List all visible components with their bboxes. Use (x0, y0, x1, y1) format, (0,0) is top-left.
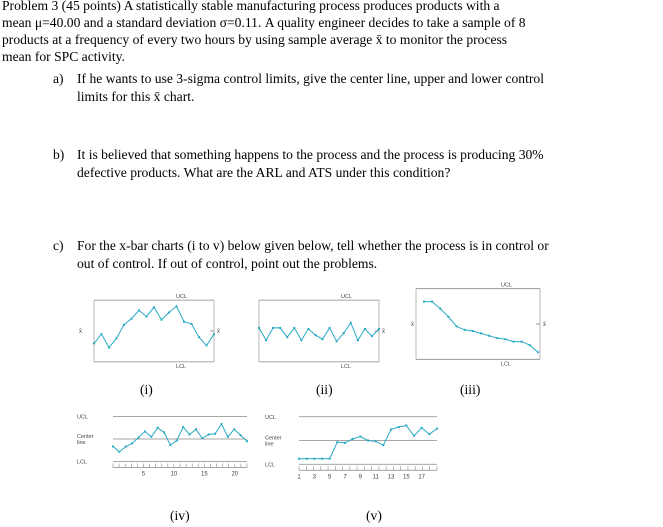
data-point (439, 308, 441, 310)
series-line (259, 323, 379, 342)
center-label-1: Center (265, 435, 282, 442)
data-point (364, 328, 366, 330)
data-point (118, 451, 120, 453)
x-tick-label: 10 (170, 471, 178, 478)
data-point (293, 327, 295, 329)
data-point (344, 442, 346, 444)
data-point (182, 426, 184, 428)
problem-line-1: Problem 3 (45 points) A statistically stable manufacturing process produces products with a (2, 0, 500, 13)
part-b-line-2: defective products. What are the ARL and ATS under this condition? (77, 165, 451, 180)
data-point (198, 336, 200, 338)
data-point (112, 446, 114, 448)
series-line (299, 426, 437, 459)
x-tick-label: 9 (358, 474, 363, 481)
data-point (496, 337, 498, 339)
data-point (108, 346, 110, 348)
x-tick-label: 7 (343, 474, 347, 481)
data-point (421, 427, 423, 429)
data-point (246, 440, 248, 442)
data-point (258, 327, 260, 329)
lcl-label: LCL (77, 459, 88, 466)
caption-ii: (ii) (316, 382, 333, 397)
data-point (359, 436, 361, 438)
data-point (93, 342, 95, 344)
data-point (488, 335, 490, 337)
data-point (161, 319, 163, 321)
data-point (131, 443, 133, 445)
x-tick-label: 20 (231, 471, 239, 478)
data-point (233, 428, 235, 430)
data-point (208, 434, 210, 436)
data-point (464, 329, 466, 331)
data-point (352, 438, 354, 440)
data-point (214, 433, 216, 435)
data-point (201, 437, 203, 439)
center-label-1: Center (77, 434, 94, 440)
caption-v: (v) (366, 508, 382, 523)
ucl-label: UCL (341, 294, 353, 301)
chart-i (78, 290, 238, 375)
data-point (537, 351, 539, 353)
part-b-line-1: It is believed that something happens to the process and the process is producing 30% (77, 147, 544, 162)
data-point (390, 428, 392, 430)
center-label: x̄ (217, 329, 220, 335)
data-point (314, 334, 316, 336)
x-tick-label: 1 (297, 474, 301, 481)
x-label: x̄ (79, 329, 82, 335)
data-point (168, 311, 170, 313)
data-point (367, 440, 369, 442)
caption-iii: (iii) (460, 382, 481, 397)
data-point (279, 327, 281, 329)
data-point (227, 436, 229, 438)
data-point (169, 444, 171, 446)
data-point (529, 344, 531, 346)
data-point (472, 330, 474, 332)
x-tick-label: 11 (372, 474, 379, 481)
part-c-line-2: out of control. If out of control, point out the problems. (77, 256, 378, 271)
ucl-label: UCL (501, 282, 513, 289)
data-point (413, 435, 415, 437)
x-tick-label: 5 (141, 471, 146, 478)
data-point (157, 427, 159, 429)
data-point (480, 332, 482, 334)
data-point (220, 423, 222, 425)
data-point (428, 433, 430, 435)
caption-i: (i) (140, 382, 153, 397)
data-point (176, 440, 178, 442)
data-point (195, 428, 197, 430)
data-point (150, 436, 152, 438)
data-point (146, 316, 148, 318)
data-point (101, 333, 103, 335)
chart-ii (247, 290, 405, 375)
x-label: x̄ (411, 322, 414, 328)
data-point (300, 339, 302, 341)
data-point (307, 328, 309, 330)
problem-line-4: mean for SPC activity. (2, 49, 125, 64)
data-point (382, 444, 384, 446)
lcl-label: LCL (265, 462, 276, 469)
part-c-line-1: For the x-bar charts (i to v) below given below, tell whether the process is in control or (77, 238, 549, 253)
part-a-label: a) (53, 71, 64, 86)
lcl-label: LCL (176, 363, 187, 370)
x-tick-label: 3 (312, 474, 317, 481)
data-point (350, 322, 352, 324)
part-c-label: c) (53, 238, 64, 253)
data-point (272, 327, 274, 329)
center-label: x̄ (382, 329, 385, 335)
series-line (94, 306, 214, 347)
data-point (240, 434, 242, 436)
data-point (206, 344, 208, 346)
data-point (125, 446, 127, 448)
data-point (183, 321, 185, 323)
data-point (313, 458, 315, 460)
data-point (286, 336, 288, 338)
data-point (153, 306, 155, 308)
part-b-label: b) (53, 147, 65, 162)
data-point (456, 325, 458, 327)
data-point (191, 323, 193, 325)
data-point (357, 339, 359, 341)
chart-iii (410, 276, 560, 372)
data-point (298, 458, 300, 460)
data-point (521, 341, 523, 343)
x-tick-label: 15 (201, 471, 208, 478)
problem-line-2: mean μ=40.00 and a standard deviation σ=0.11. A quality engineer decides to take a sample of 8 (2, 15, 526, 30)
data-point (504, 338, 506, 340)
lcl-label: LCL (341, 363, 352, 370)
caption-iv: (iv) (170, 508, 190, 523)
x-tick-label: 13 (387, 474, 395, 481)
data-point (138, 309, 140, 311)
center-label: x̄ (543, 322, 546, 328)
series-line (113, 424, 247, 452)
ucl-label: UCL (176, 294, 188, 301)
data-point (343, 332, 345, 334)
data-point (176, 305, 178, 307)
data-point (189, 434, 191, 436)
data-point (375, 440, 377, 442)
data-point (336, 441, 338, 443)
lcl-label: LCL (501, 361, 512, 368)
data-point (116, 337, 118, 339)
data-point (321, 458, 323, 460)
data-point (378, 328, 380, 330)
data-point (123, 324, 125, 326)
x-tick-label: 15 (402, 474, 410, 481)
data-point (322, 338, 324, 340)
x-tick-label: 5 (327, 474, 332, 481)
part-a-line-2: limits for this x̄ chart. (77, 89, 195, 104)
data-point (405, 424, 407, 426)
data-point (329, 327, 331, 329)
data-point (163, 431, 165, 433)
data-point (138, 437, 140, 439)
data-point (447, 316, 449, 318)
data-point (431, 301, 433, 303)
chart-iv (77, 400, 257, 495)
data-point (398, 426, 400, 428)
data-point (213, 333, 215, 335)
data-point (436, 428, 438, 430)
chart-v (265, 403, 450, 495)
data-point (144, 431, 146, 433)
center-label-2: line (265, 441, 274, 448)
part-a-line-1: If he wants to use 3-sigma control limits, give the center line, upper and lower control (77, 71, 544, 86)
x-tick-label: 17 (418, 474, 426, 481)
data-point (265, 339, 267, 341)
data-point (329, 458, 331, 460)
data-point (423, 301, 425, 303)
ucl-label: UCL (77, 414, 89, 421)
problem-line-3: products at a frequency of every two hours by using sample average x̄ to monitor the process (2, 32, 508, 47)
data-point (371, 335, 373, 337)
data-point (336, 340, 338, 342)
data-point (131, 318, 133, 320)
data-point (306, 458, 308, 460)
ucl-label: UCL (265, 414, 277, 421)
center-label-2: line (77, 440, 86, 446)
data-point (513, 341, 515, 343)
